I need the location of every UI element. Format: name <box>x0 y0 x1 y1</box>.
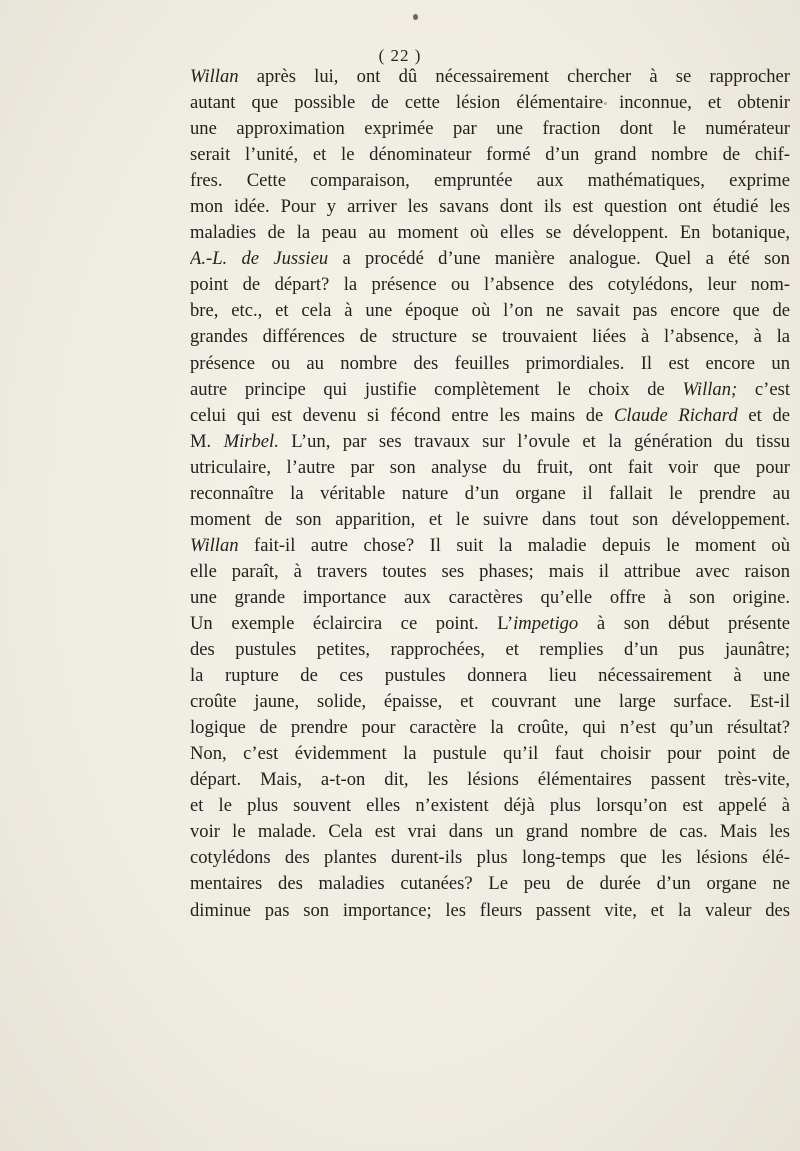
text-run: serait l’unité, et le dénominateur formé d’un grand nombre de chif- <box>190 144 790 166</box>
italic-text: A.-L. de Jussieu <box>190 248 329 270</box>
text-run: fait-il autre chose? Il suit la maladie depuis le moment où <box>238 534 790 556</box>
italic-text: impetigo <box>513 612 579 634</box>
text-run: mon idée. Pour y arriver les savans dont ils est question ont étudié les <box>190 196 790 218</box>
text-run: maladies de la peau au moment où elles se développent. En botanique, <box>190 222 790 244</box>
text-line <box>190 142 790 168</box>
text-line <box>190 845 790 871</box>
text-run: des pustules petites, rapprochées, et remplies d’un pus jaunâtre; <box>190 639 790 661</box>
text-line <box>190 793 790 819</box>
text-line <box>190 272 790 298</box>
text-run: reconnaître la véritable nature d’un organe il fallait le prendre au <box>190 482 790 504</box>
text-run: L’un, par ses travaux sur l’ovule et la génération du tissu <box>278 430 790 452</box>
text-run: après lui, ont dû nécessairement chercher à se rapprocher <box>238 66 790 87</box>
text-run: Non, c’est évidemment la pustule qu’il faut choisir pour point de <box>190 743 790 765</box>
text-run: celui qui est devenu si fécond entre les mains de <box>190 404 614 426</box>
text-run: voir le malade. Cela est vrai dans un grand nombre de cas. Mais les <box>190 821 790 843</box>
text-line <box>190 298 790 324</box>
text-run: une approximation exprimée par une fraction dont le numérateur <box>190 118 790 140</box>
body-text <box>190 64 790 924</box>
text-run: moment de son apparition, et le suivre dans tout son développement. <box>190 508 790 530</box>
text-line <box>190 90 790 116</box>
text-line <box>190 689 790 715</box>
italic-text: Claude Richard <box>614 404 738 426</box>
text-line <box>190 871 790 897</box>
italic-text: Willan <box>190 66 239 87</box>
text-line <box>190 767 790 793</box>
text-line <box>190 429 790 455</box>
text-line <box>190 819 790 845</box>
text-line <box>190 507 790 533</box>
italic-text: Mirbel. <box>223 430 279 452</box>
text-line <box>190 585 790 611</box>
text-run: et le plus souvent elles n’existent déjà plus lorsqu’on est appelé à <box>190 795 790 817</box>
italic-text: Willan; <box>682 378 738 400</box>
text-line <box>190 533 790 559</box>
text-run: croûte jaune, solide, épaisse, et couvrant une large surface. Est-il <box>190 691 790 713</box>
text-line <box>190 559 790 585</box>
text-run: mentaires des maladies cutanées? Le peu de durée d’un organe ne <box>190 873 790 895</box>
text-line <box>190 377 790 403</box>
text-run: fres. Cette comparaison, empruntée aux mathématiques, exprime <box>190 170 790 192</box>
text-run: M. <box>190 430 224 452</box>
text-run: a procédé d’une manière analogue. Quel a été son <box>328 248 790 270</box>
text-line <box>190 168 790 194</box>
text-line <box>190 116 790 142</box>
text-line <box>190 246 790 272</box>
text-run: autant que possible de cette lésion élémentaire inconnue, et obtenir <box>190 92 790 114</box>
text-line <box>190 898 790 924</box>
text-line <box>190 741 790 767</box>
text-run: à son début présente <box>578 612 790 634</box>
text-run: départ. Mais, a-t-on dit, les lésions élémentaires passent très-vite, <box>190 769 790 791</box>
text-run: une grande importance aux caractères qu’elle offre à son origine. <box>190 586 790 608</box>
text-line <box>190 64 790 90</box>
text-line <box>190 455 790 481</box>
page-number: ( 22 ) <box>378 46 422 65</box>
text-run: c’est <box>737 378 790 400</box>
text-run: autre principe qui justifie complètement le choix de <box>190 378 683 400</box>
text-run: présence ou au nombre des feuilles primordiales. Il est encore un <box>190 352 790 374</box>
text-run: Un exemple éclaircira ce point. L’ <box>190 612 514 634</box>
text-line <box>190 611 790 637</box>
text-line <box>190 194 790 220</box>
italic-text: Willan <box>190 534 239 556</box>
text-line <box>190 324 790 350</box>
text-run: grandes différences de structure se trouvaient liées à l’absence, à la <box>190 326 790 348</box>
text-run: cotylédons des plantes durent-ils plus long-temps que les lésions élé- <box>190 847 790 869</box>
text-run: utriculaire, l’autre par son analyse du fruit, ont fait voir que pour <box>190 456 790 478</box>
text-line <box>190 637 790 663</box>
ink-speck <box>413 14 418 20</box>
text-line <box>190 481 790 507</box>
text-run: diminue pas son importance; les fleurs passent vite, et la valeur des <box>190 899 790 921</box>
text-run: elle paraît, à travers toutes ses phases; mais il attribue avec raison <box>190 560 790 582</box>
text-run: bre, etc., et cela à une époque où l’on ne savait pas encore que de <box>190 300 790 322</box>
text-run: la rupture de ces pustules donnera lieu nécessairement à une <box>190 665 790 687</box>
text-line <box>190 663 790 689</box>
text-line <box>190 351 790 377</box>
text-run: et de <box>737 404 790 426</box>
text-line <box>190 403 790 429</box>
text-line <box>190 715 790 741</box>
text-line <box>190 220 790 246</box>
text-run: logique de prendre pour caractère la croûte, qui n’est qu’un résultat? <box>190 717 790 739</box>
text-run: point de départ? la présence ou l’absence des cotylédons, leur nom- <box>190 274 790 296</box>
